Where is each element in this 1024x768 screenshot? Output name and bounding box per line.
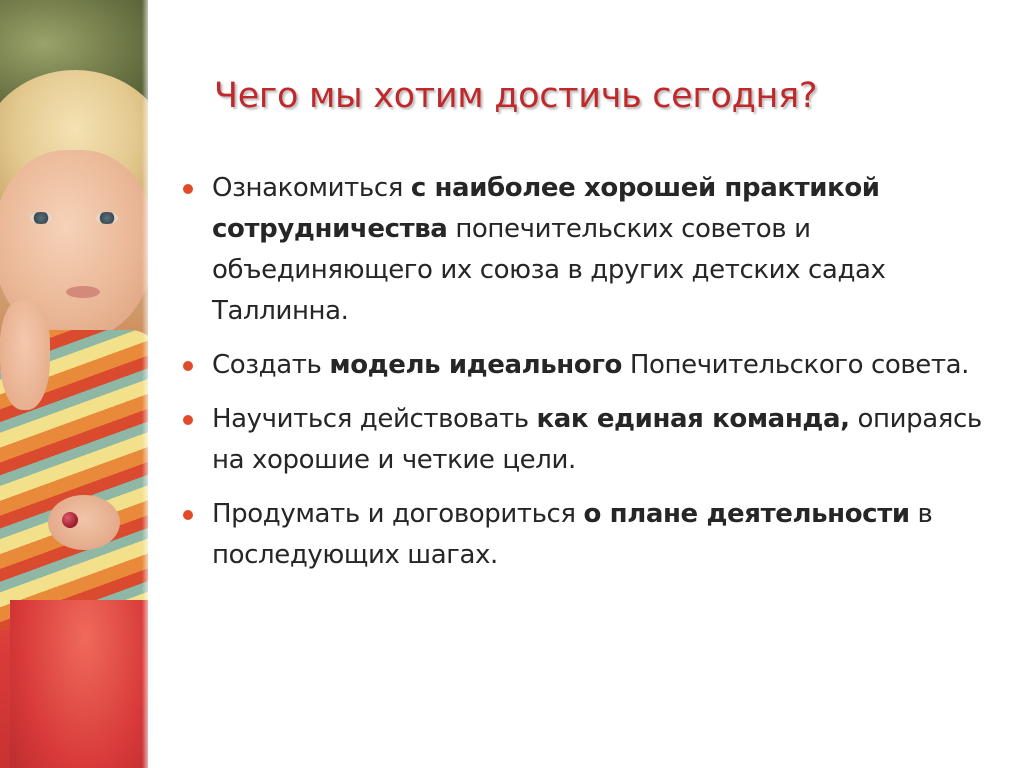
photo-berry bbox=[62, 512, 78, 528]
bullet-dot-icon bbox=[183, 415, 193, 425]
bullet-text: Ознакомиться bbox=[212, 173, 411, 203]
bullet-text: Создать bbox=[212, 350, 330, 380]
bullet-item bbox=[180, 494, 990, 576]
bullet-text: попечительских советов и объединяющего их союза в других детских садах Таллинна. bbox=[212, 214, 886, 326]
bullet-item bbox=[180, 399, 990, 481]
bullet-list bbox=[180, 168, 990, 589]
photo-eye-left bbox=[30, 212, 52, 224]
photo-hand-holding-berry bbox=[48, 495, 120, 550]
bullet-dot-icon bbox=[183, 184, 193, 194]
photo-mouth bbox=[66, 286, 100, 298]
slide-title: Чего мы хотим достичь сегодня? bbox=[214, 76, 818, 116]
bullet-item bbox=[180, 345, 990, 386]
bullet-bold-text: модель идеального bbox=[329, 350, 622, 380]
bullet-text: Научиться действовать bbox=[212, 404, 537, 434]
bullet-bold-text: с наиболее хорошей практикой сотрудничества bbox=[212, 173, 880, 244]
bullet-dot-icon bbox=[183, 510, 193, 520]
bullet-text: Попечительского совета. bbox=[621, 350, 970, 380]
photo-dress bbox=[10, 600, 148, 768]
photo-edge-fade bbox=[142, 0, 148, 768]
bullet-text: опираясь на хорошие и четкие цели. bbox=[212, 404, 982, 475]
bullet-bold-text: о плане деятельности bbox=[583, 499, 910, 529]
photo-eye-right bbox=[96, 212, 118, 224]
bullet-item bbox=[180, 168, 990, 332]
bullet-text: в последующих шагах. bbox=[212, 499, 933, 570]
bullet-dot-icon bbox=[183, 361, 193, 371]
photo-hand bbox=[0, 300, 50, 410]
bullet-text: Продумать и договориться bbox=[212, 499, 584, 529]
child-photo bbox=[0, 0, 148, 768]
bullet-bold-text: как единая команда, bbox=[536, 404, 850, 434]
